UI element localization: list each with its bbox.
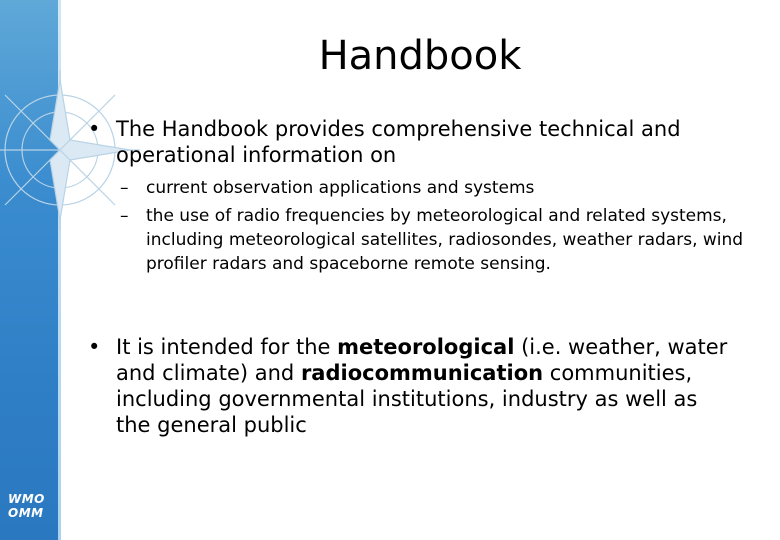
bullet-2-bold-radiocommunication: radiocommunication <box>300 361 544 385</box>
bullet-1-text: The Handbook provides comprehensive technical and operational information on <box>116 117 681 167</box>
bullet-2-text-after: communities, including governmental institutions, industry as well as the general public <box>116 361 698 437</box>
sub-bullet-1 <box>120 176 766 200</box>
sub-bullet-marker: – <box>120 178 129 198</box>
bullet-2-text-before: It is intended for the <box>116 335 338 359</box>
bullet-2-text-middle: (i.e. weather, water and climate) and <box>116 335 728 385</box>
slide-title: Handbook <box>318 33 522 79</box>
sub-bullet-2 <box>120 204 766 276</box>
sub-bullet-2-text: the use of radio frequencies by meteorological and related systems, including meteorological satellites, radiosondes, weather radars, wind profiler radars and spaceborne remote sensing. <box>146 206 744 274</box>
logo-text-omm: OMM <box>8 506 44 520</box>
bullet-1 <box>88 116 766 168</box>
logo-text-wmo: WMO <box>8 492 45 506</box>
sub-bullet-marker: – <box>120 206 129 226</box>
sub-bullet-1-text: current observation applications and systems <box>146 178 535 198</box>
bullet-2 <box>88 334 736 438</box>
bullet-2-bold-meteorological: meteorological <box>337 335 515 359</box>
wmo-logo <box>8 492 52 520</box>
bullet-marker: • <box>88 335 101 359</box>
bullet-marker: • <box>88 117 101 141</box>
